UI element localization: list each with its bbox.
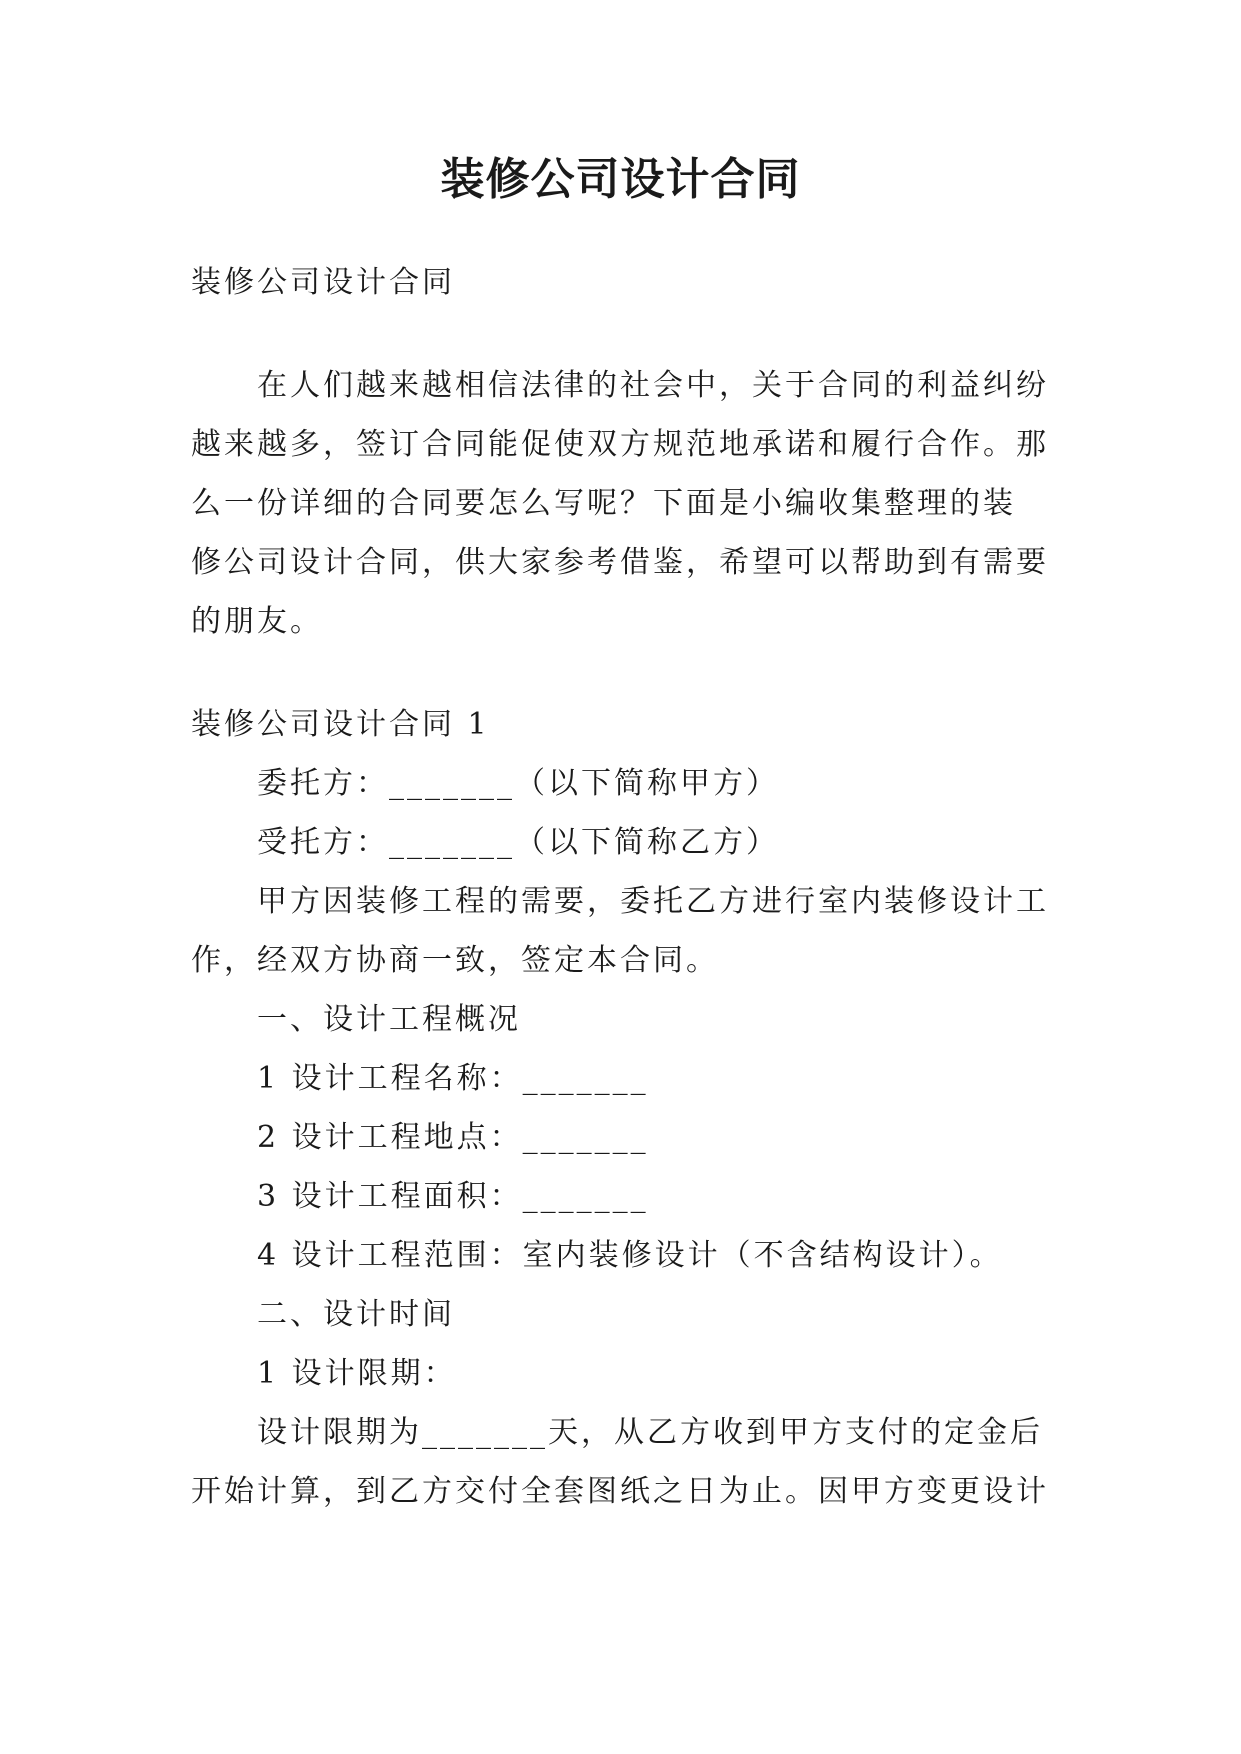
intro-line-5: 的朋友。 <box>191 604 323 639</box>
intro-line-2: 越来越多，签订合同能促使双方规范地承诺和履行合作。那 <box>191 427 1049 462</box>
item-project-name: 1 设计工程名称：_______ <box>257 1061 649 1096</box>
part2-heading: 二、设计时间 <box>257 1297 455 1332</box>
item-project-location: 2 设计工程地点：_______ <box>257 1120 649 1155</box>
client-line: 委托方：_______（以下简称甲方） <box>257 766 779 801</box>
document-subtitle: 装修公司设计合同 <box>191 265 455 300</box>
document-title: 装修公司设计合同 <box>440 154 801 205</box>
period-heading: 1 设计限期： <box>257 1356 457 1391</box>
item-project-area: 3 设计工程面积：_______ <box>257 1179 649 1214</box>
part1-heading: 一、设计工程概况 <box>257 1002 521 1037</box>
period-line-2: 开始计算，到乙方交付全套图纸之日为止。因甲方变更设计 <box>191 1474 1049 1509</box>
intro-line-4: 修公司设计合同，供大家参考借鉴，希望可以帮助到有需要 <box>191 545 1049 580</box>
purpose-line-1: 甲方因装修工程的需要，委托乙方进行室内装修设计工 <box>257 884 1049 919</box>
period-line-1: 设计限期为_______天，从乙方收到甲方支付的定金后 <box>257 1415 1043 1450</box>
intro-line-3: 么一份详细的合同要怎么写呢？下面是小编收集整理的装 <box>191 486 1016 521</box>
section-heading: 装修公司设计合同 1 <box>191 707 490 742</box>
item-project-scope: 4 设计工程范围：室内装修设计（不含结构设计）。 <box>257 1238 1003 1273</box>
intro-line-1: 在人们越来越相信法律的社会中，关于合同的利益纠纷 <box>257 368 1049 403</box>
purpose-line-2: 作，经双方协商一致，签定本合同。 <box>191 943 719 978</box>
contractor-line: 受托方：_______（以下简称乙方） <box>257 825 779 860</box>
